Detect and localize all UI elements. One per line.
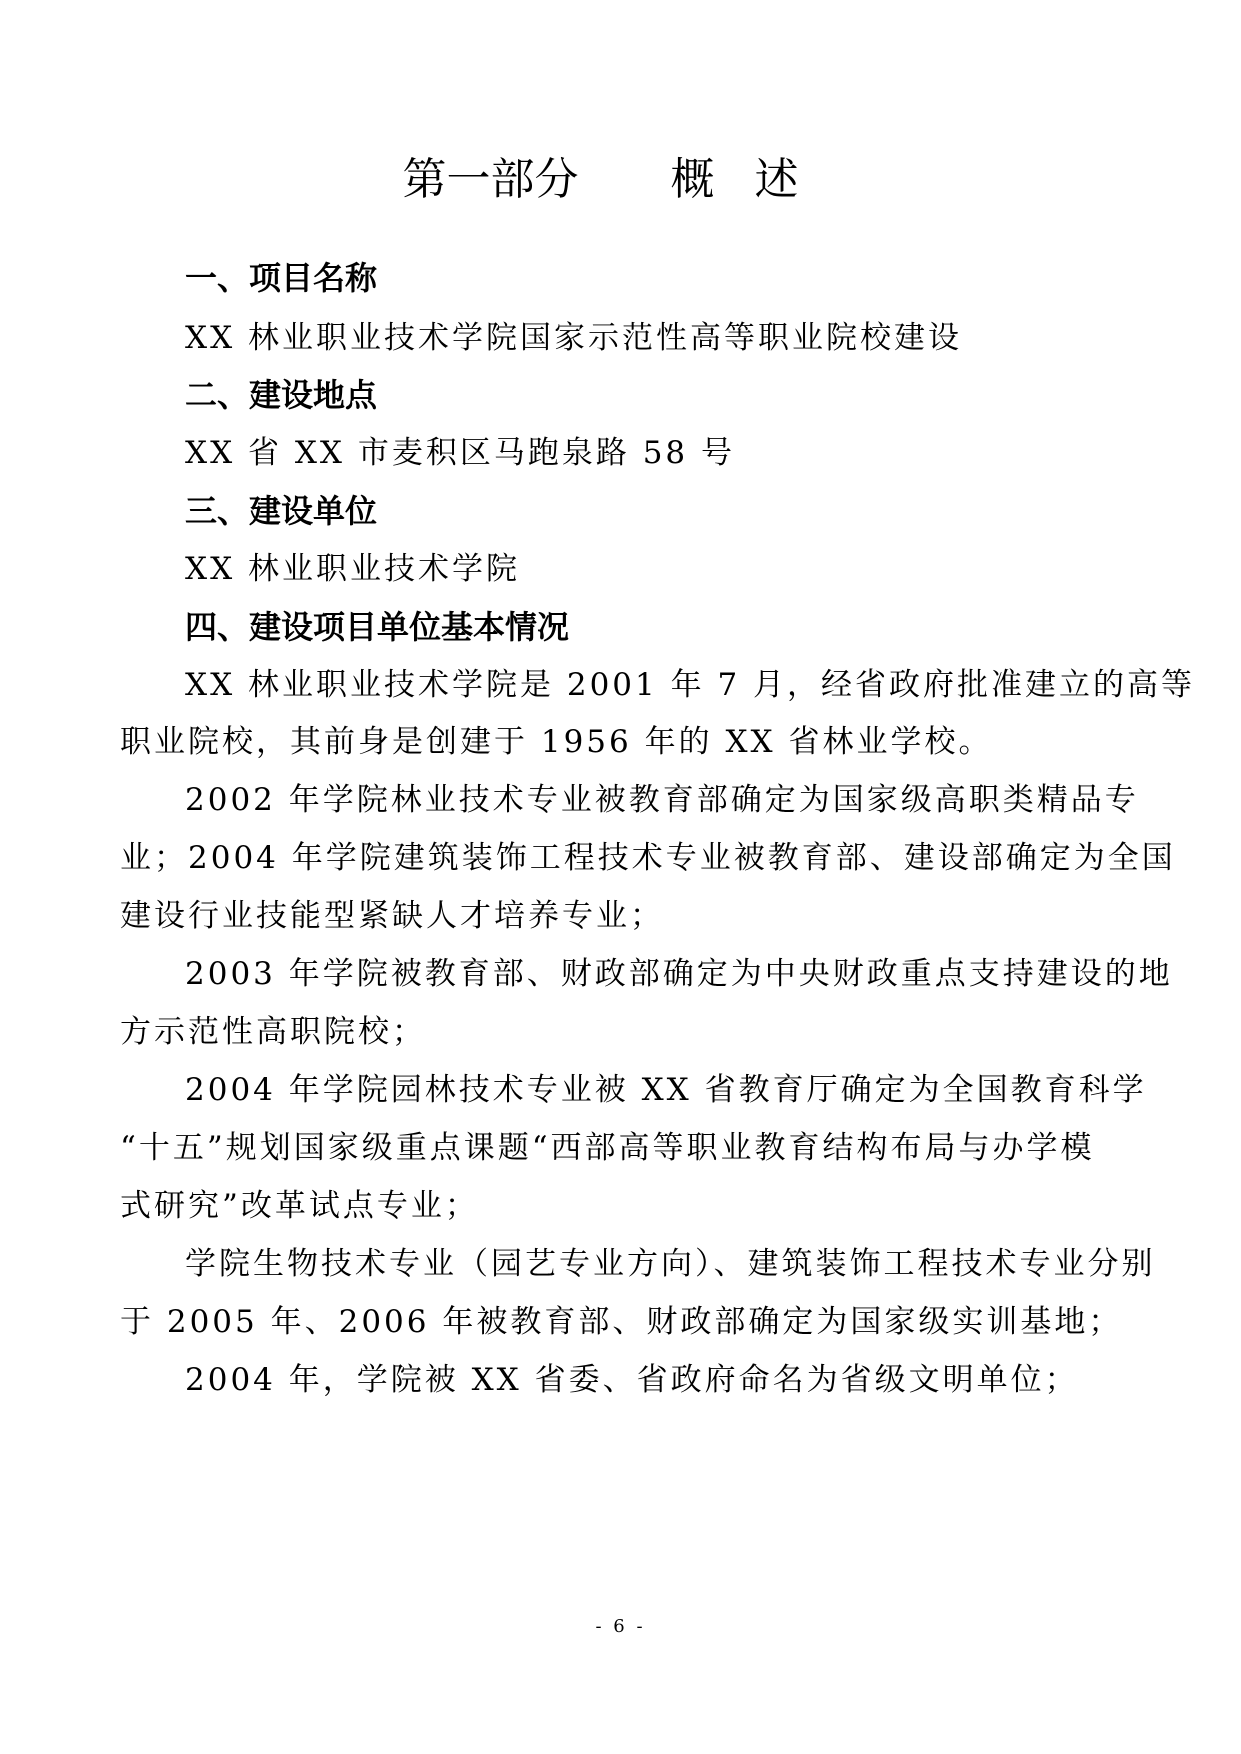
page-number: - 6 - <box>595 1616 646 1637</box>
section-heading-unit: 三、建设单位 <box>185 492 378 530</box>
paragraph-line: 2004 年，学院被 XX 省委、省政府命名为省级文明单位； <box>185 1362 1079 1398</box>
paragraph-line: 职业院校，其前身是创建于 1956 年的 XX 省林业学校。 <box>120 724 993 760</box>
paragraph-line: 于 2005 年、2006 年被教育部、财政部确定为国家级实训基地； <box>120 1304 1123 1340</box>
section-heading-location: 二、建设地点 <box>185 376 378 414</box>
paragraph-line: 业；2004 年学院建筑装饰工程技术专业被教育部、建设部确定为全国 <box>120 840 1176 876</box>
paragraph-line: 方示范性高职院校； <box>120 1014 426 1050</box>
location-text: XX 省 XX 市麦积区马跑泉路 58 号 <box>185 435 735 471</box>
paragraph-line: 学院生物技术专业（园艺专业方向）、建筑装饰工程技术专业分别 <box>185 1246 1156 1282</box>
paragraph-line: 式研究”改革试点专业； <box>120 1188 479 1224</box>
project-name-text: XX 林业职业技术学院国家示范性高等职业院校建设 <box>185 320 962 356</box>
unit-text: XX 林业职业技术学院 <box>185 551 520 587</box>
paragraph-line: 2003 年学院被教育部、财政部确定为中央财政重点支持建设的地 <box>185 956 1173 992</box>
title-name: 概述 <box>670 154 839 205</box>
paragraph-line: XX 林业职业技术学院是 2001 年 7 月，经省政府批准建立的高等 <box>185 667 1196 703</box>
section-heading-basic-info: 四、建设项目单位基本情况 <box>185 608 570 646</box>
section-heading-project-name: 一、项目名称 <box>185 259 378 297</box>
paragraph-line: “十五”规划国家级重点课题“西部高等职业教育结构布局与办学模 <box>120 1130 1095 1166</box>
paragraph-line: 建设行业技能型紧缺人才培养专业； <box>120 898 664 934</box>
title-part: 第一部分 <box>402 154 579 205</box>
paragraph-line: 2004 年学院园林技术专业被 XX 省教育厅确定为全国教育科学 <box>185 1072 1147 1108</box>
page-title <box>0 150 1241 210</box>
paragraph-line: 2002 年学院林业技术专业被教育部确定为国家级高职类精品专 <box>185 782 1139 818</box>
